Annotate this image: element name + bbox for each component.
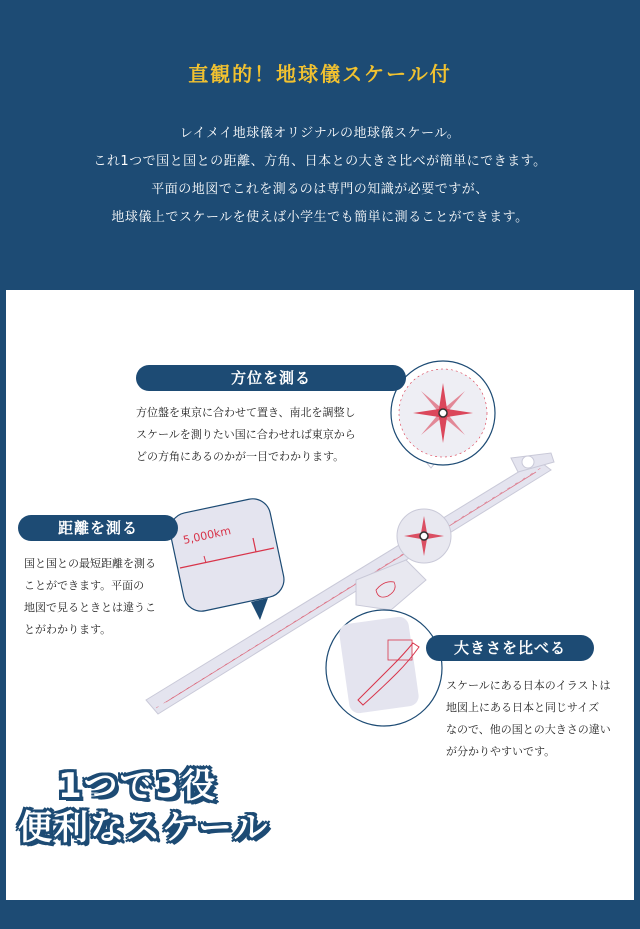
direction-description bbox=[136, 402, 356, 468]
page-title: 直観的！地球儀スケール付 bbox=[188, 62, 452, 86]
direction-line: 方位盤を東京に合わせて置き、南北を調整し bbox=[136, 406, 356, 419]
distance-zoom-label: 5,000km bbox=[181, 524, 233, 547]
direction-title-pill: 方位を測る bbox=[136, 365, 406, 391]
header-band bbox=[0, 0, 640, 290]
distance-line: ことができます。平面の bbox=[24, 579, 145, 592]
intro-line: 平面の地図でこれを測るのは専門の知識が必要ですが、 bbox=[151, 182, 489, 197]
direction-zoom bbox=[391, 361, 495, 468]
size-description bbox=[446, 675, 611, 763]
size-line: なので、他の国との大きさの違い bbox=[446, 723, 611, 736]
size-line: 地図上にある日本と同じサイズ bbox=[446, 701, 600, 714]
distance-description bbox=[24, 553, 156, 641]
intro-line: これ1つで国と国との距離、方角、日本との大きさ比べが簡単にできます。 bbox=[93, 154, 547, 169]
distance-line: 地図で見るときとは違うこ bbox=[24, 601, 156, 614]
tagline-line1: 1つで3役 bbox=[58, 766, 218, 806]
intro-line: 地球儀上でスケールを使えば小学生でも簡単に測ることができます。 bbox=[111, 210, 529, 225]
distance-zoom bbox=[167, 495, 288, 620]
distance-line: 国と国との最短距離を測る bbox=[24, 557, 156, 570]
size-line: が分かりやすいです。 bbox=[446, 745, 556, 758]
size-line: スケールにある日本のイラストは bbox=[446, 679, 611, 692]
direction-line: どの方角にあるのかが一目でわかります。 bbox=[136, 450, 345, 463]
distance-title-pill: 距離を測る bbox=[18, 515, 178, 541]
size-zoom bbox=[326, 610, 442, 726]
feature-panel bbox=[6, 290, 634, 900]
size-title-pill: 大きさを比べる bbox=[426, 635, 594, 661]
direction-line: スケールを測りたい国に合わせれば東京から bbox=[136, 428, 356, 441]
distance-line: とがわかります。 bbox=[24, 623, 112, 636]
intro-line: レイメイ地球儀オリジナルの地球儀スケール。 bbox=[179, 126, 461, 141]
intro-text bbox=[0, 120, 640, 232]
tagline-line2: 便利なスケール bbox=[18, 808, 270, 848]
compass-disk bbox=[397, 509, 451, 563]
